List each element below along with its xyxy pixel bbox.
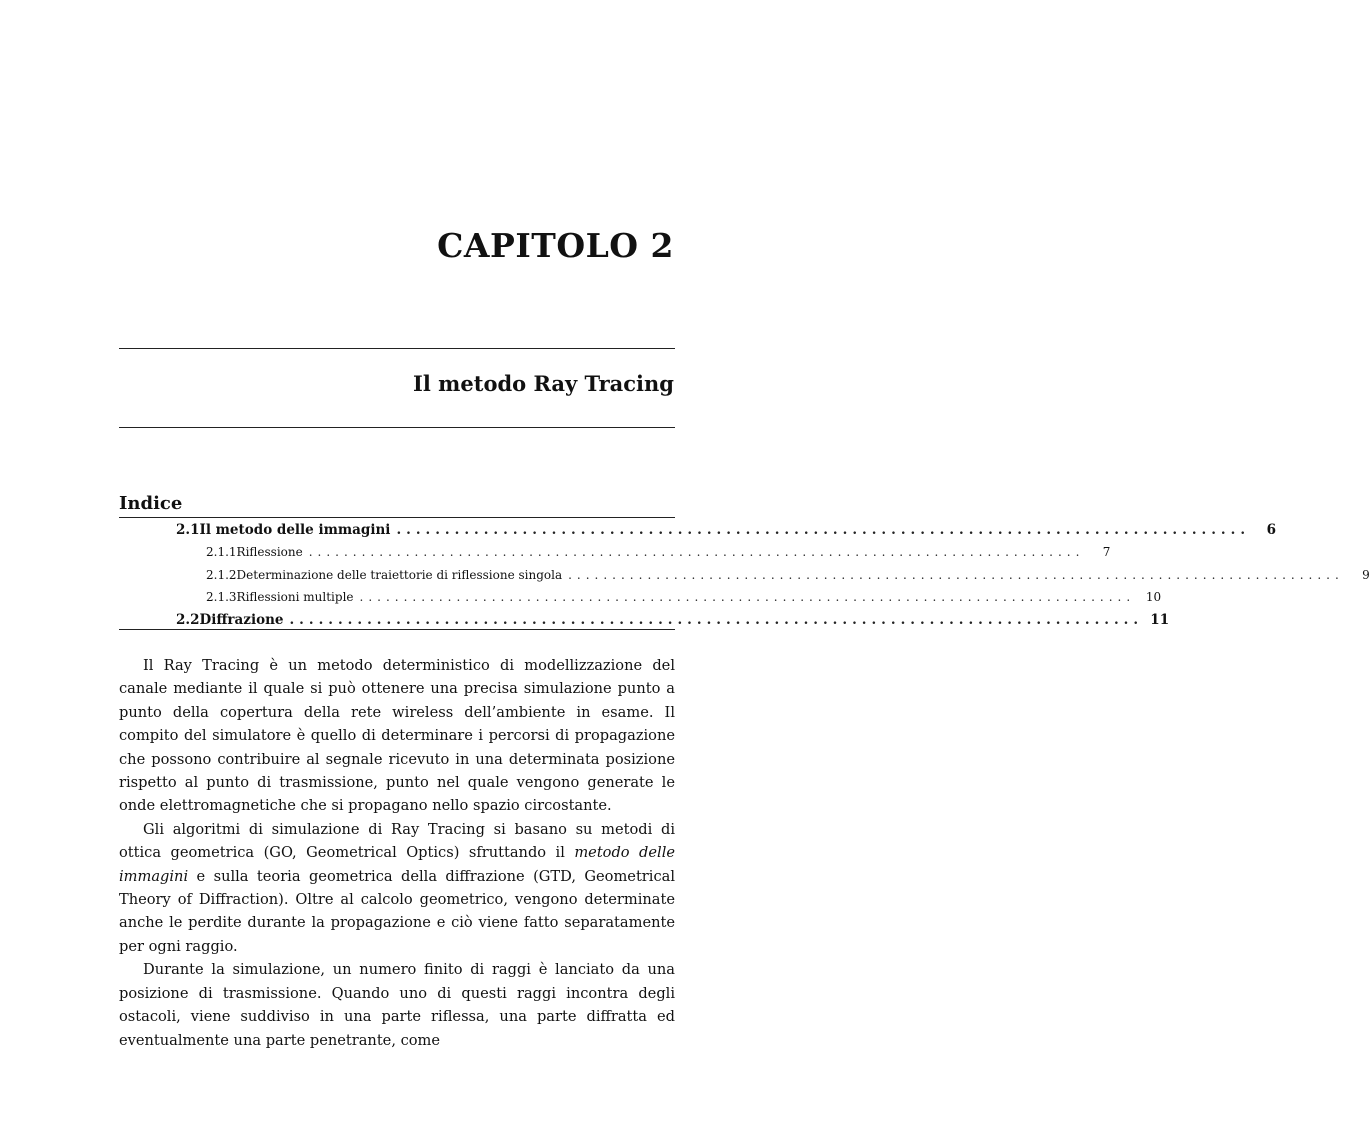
paragraph-2 bbox=[119, 818, 675, 958]
title-rule-top bbox=[119, 348, 675, 349]
toc-leader-dots: ........................................................................................ bbox=[289, 612, 1144, 628]
toc-entry-number: 2.1.3 bbox=[206, 590, 237, 604]
chapter-label: CAPITOLO 2 bbox=[437, 226, 674, 265]
toc-entry-1[interactable] bbox=[119, 522, 1277, 544]
paragraph-1: Il Ray Tracing è un metodo deterministico di modellizzazione del canale mediante il quale si può ottenere una precisa simulazione punto a punto della copertura della rete wireless dell’ambiente in esame. Il compito del simulatore è quello di determinare i percorsi di propagazione che possono contribuire al segnale ricevuto in una determinata posizione rispetto al punto di trasmissione, punto nel quale vengono generate le onde elettromagnetiche che si propagano nello spazio circostante. bbox=[119, 657, 675, 815]
chapter-title: Il metodo Ray Tracing bbox=[413, 371, 674, 396]
toc-entry-title: Riflessione bbox=[236, 545, 303, 559]
toc-rule-top bbox=[119, 517, 675, 518]
body-text bbox=[119, 654, 675, 1052]
toc-entry-number: 2.2 bbox=[176, 612, 200, 628]
toc-entry-page: 9 bbox=[1362, 568, 1370, 582]
toc-entry-title: Il metodo delle immagini bbox=[199, 522, 391, 538]
title-rule-bottom bbox=[119, 427, 675, 428]
toc-heading: Indice bbox=[119, 493, 183, 514]
paragraph-2-start: Gli algoritmi di simulazione di Ray Tracing si basano su metodi di ottica geometrica (GO, Geometrical Optics) sfruttando il bbox=[119, 820, 675, 862]
toc-leader-dots: ........................................................................................ bbox=[568, 568, 1344, 582]
toc-entry-page: 10 bbox=[1145, 590, 1162, 604]
toc-entry-number: 2.1.2 bbox=[206, 568, 237, 582]
toc-entry-3[interactable] bbox=[119, 568, 1370, 590]
toc-entry-number: 2.1 bbox=[176, 522, 200, 538]
paragraph-2-emphasis: metodo delle immagini bbox=[119, 844, 676, 885]
toc-leader-dots: ........................................................................................ bbox=[396, 522, 1251, 538]
toc-entry-page: 7 bbox=[1102, 545, 1111, 559]
toc-entry-page: 11 bbox=[1150, 612, 1170, 628]
toc-entry-number: 2.1.1 bbox=[206, 545, 237, 559]
toc-entry-title: Riflessioni multiple bbox=[236, 590, 354, 604]
toc-entry-page: 6 bbox=[1266, 522, 1277, 538]
paragraph-2-end: e sulla teoria geometrica della diffrazione (GTD, Geometrical Theory of Diffraction). Oltre al calcolo geometrico, vengono determinate anche le perdite durante la propagazione e ciò viene fatto separatamente per ogni raggio. bbox=[119, 867, 675, 955]
paragraph-3: Durante la simulazione, un numero finito di raggi è lanciato da una posizione di trasmissione. Quando uno di questi raggi incontra degli ostacoli, viene suddiviso in una parte riflessa, una parte diffratta ed eventualmente una parte penetrante, come bbox=[119, 961, 675, 1049]
toc-rule-bottom bbox=[119, 629, 675, 630]
toc-entry-4[interactable] bbox=[119, 590, 1162, 612]
toc-entry-title: Diffrazione bbox=[199, 612, 284, 628]
toc-leader-dots: ........................................................................................ bbox=[359, 590, 1136, 604]
toc-entry-title: Determinazione delle traiettorie di riflessione singola bbox=[236, 568, 563, 582]
toc-leader-dots: ........................................................................................ bbox=[308, 545, 1085, 559]
toc-entry-2[interactable] bbox=[119, 545, 1111, 567]
toc-entry-5[interactable] bbox=[119, 612, 1170, 634]
